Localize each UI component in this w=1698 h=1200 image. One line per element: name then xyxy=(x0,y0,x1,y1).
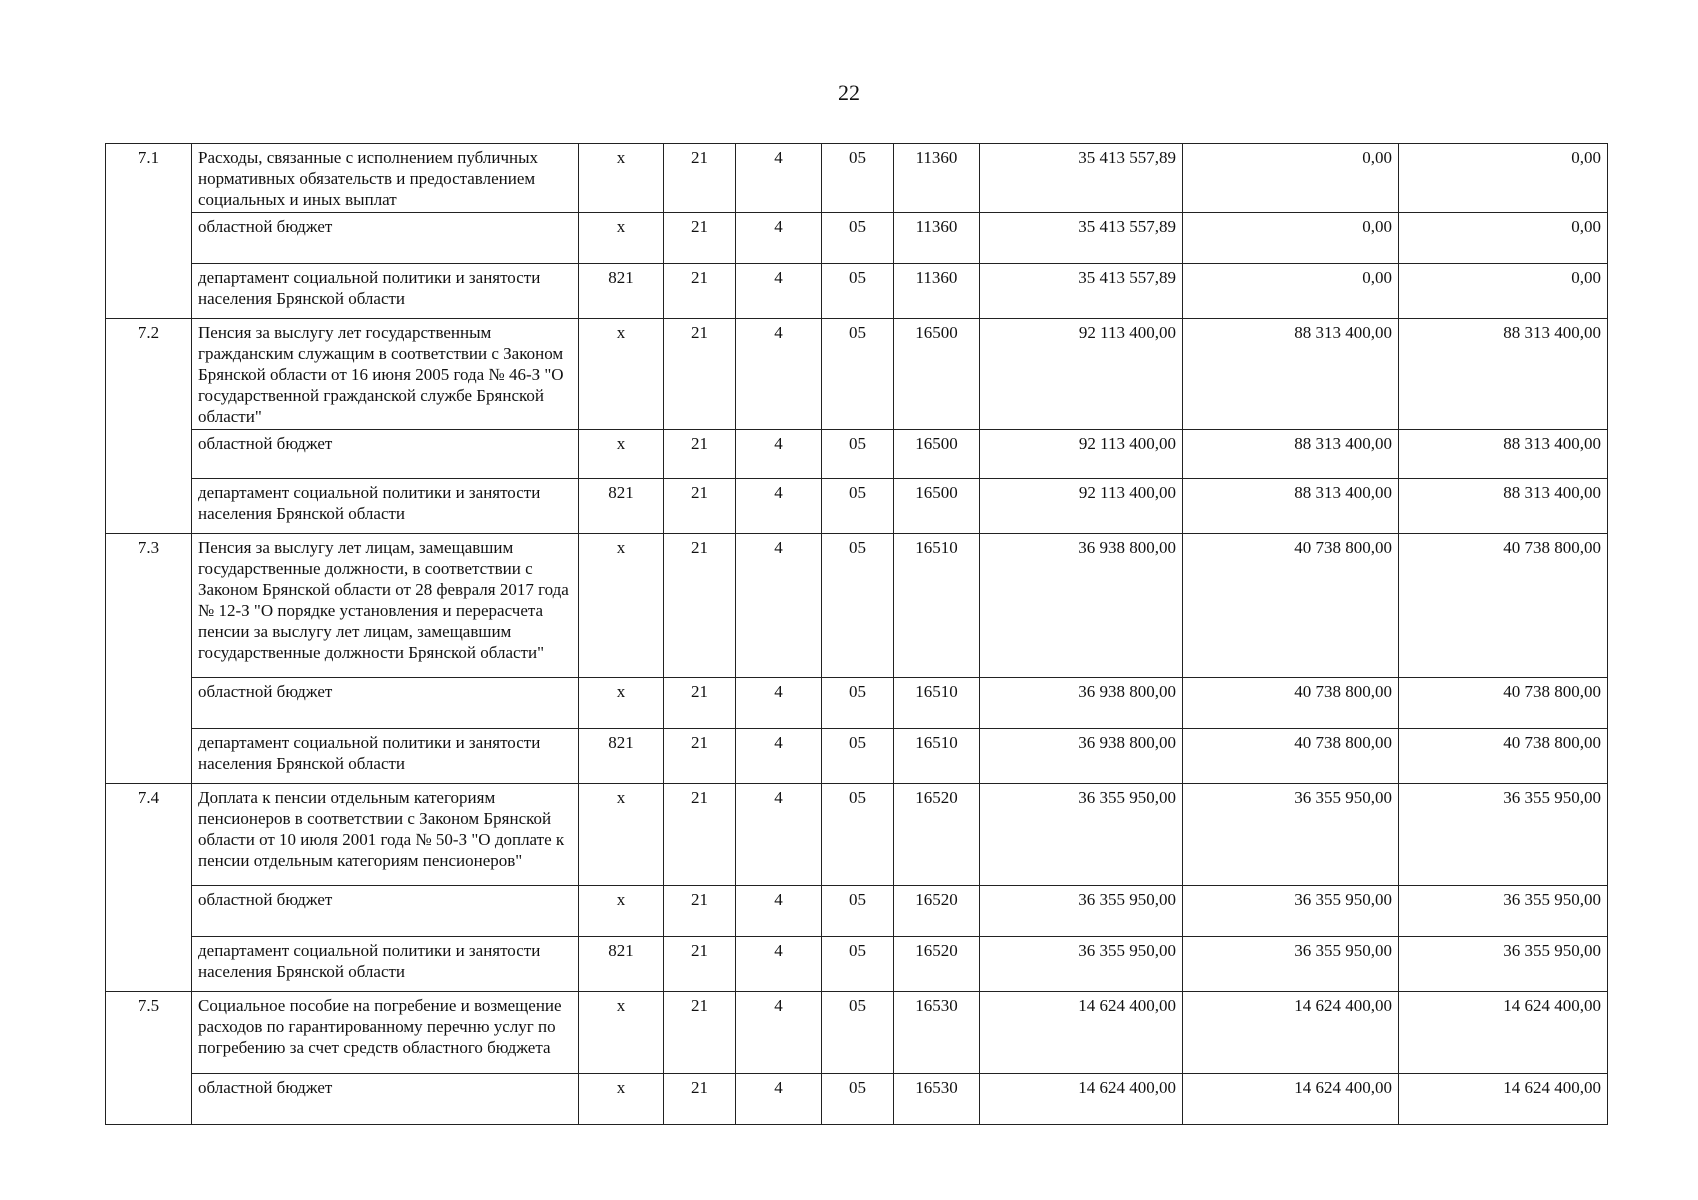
amount-year-1: 14 624 400,00 xyxy=(980,1074,1183,1125)
program-code: 21 xyxy=(664,264,736,319)
budget-table xyxy=(105,143,1608,1125)
admin-code: х xyxy=(579,784,664,886)
amount-year-2: 0,00 xyxy=(1183,213,1399,264)
amount-year-3: 0,00 xyxy=(1399,213,1608,264)
direction-code: 16520 xyxy=(894,937,980,992)
program-code: 21 xyxy=(664,213,736,264)
table-row xyxy=(106,430,1608,479)
subprogram-code: 05 xyxy=(822,992,894,1074)
admin-code: х xyxy=(579,1074,664,1125)
table-row xyxy=(106,479,1608,534)
row-name: Расходы, связанные с исполнением публичных нормативных обязательств и предоставлением социальных и иных выплат xyxy=(192,144,579,213)
table-row xyxy=(106,992,1608,1074)
admin-code: х xyxy=(579,430,664,479)
amount-year-3: 88 313 400,00 xyxy=(1399,479,1608,534)
program-code: 21 xyxy=(664,430,736,479)
page-number: 22 xyxy=(838,80,860,105)
type-code: 4 xyxy=(736,729,822,784)
amount-year-1: 35 413 557,89 xyxy=(980,213,1183,264)
amount-year-2: 14 624 400,00 xyxy=(1183,992,1399,1074)
item-number: 7.1 xyxy=(106,144,192,319)
program-code: 21 xyxy=(664,886,736,937)
subprogram-code: 05 xyxy=(822,479,894,534)
admin-code: х xyxy=(579,992,664,1074)
row-name: департамент социальной политики и занятости населения Брянской области xyxy=(192,264,579,319)
type-code: 4 xyxy=(736,264,822,319)
row-name: областной бюджет xyxy=(192,678,579,729)
subprogram-code: 05 xyxy=(822,1074,894,1125)
amount-year-2: 88 313 400,00 xyxy=(1183,430,1399,479)
admin-code: 821 xyxy=(579,729,664,784)
type-code: 4 xyxy=(736,430,822,479)
table-row xyxy=(106,886,1608,937)
type-code: 4 xyxy=(736,319,822,430)
admin-code: х xyxy=(579,319,664,430)
item-number: 7.3 xyxy=(106,534,192,784)
amount-year-3: 40 738 800,00 xyxy=(1399,534,1608,678)
program-code: 21 xyxy=(664,479,736,534)
row-name: Пенсия за выслугу лет государственным гражданским служащим в соответствии с Законом Брянской области от 16 июня 2005 года № 46-З "О государственной гражданской службе Брянской области" xyxy=(192,319,579,430)
amount-year-2: 36 355 950,00 xyxy=(1183,886,1399,937)
program-code: 21 xyxy=(664,1074,736,1125)
item-number: 7.5 xyxy=(106,992,192,1125)
program-code: 21 xyxy=(664,534,736,678)
amount-year-1: 36 355 950,00 xyxy=(980,886,1183,937)
direction-code: 16520 xyxy=(894,886,980,937)
program-code: 21 xyxy=(664,784,736,886)
table-row xyxy=(106,534,1608,678)
direction-code: 16510 xyxy=(894,729,980,784)
subprogram-code: 05 xyxy=(822,729,894,784)
amount-year-2: 0,00 xyxy=(1183,264,1399,319)
admin-code: х xyxy=(579,678,664,729)
type-code: 4 xyxy=(736,213,822,264)
admin-code: х xyxy=(579,534,664,678)
type-code: 4 xyxy=(736,937,822,992)
table-row xyxy=(106,144,1608,213)
table-row xyxy=(106,319,1608,430)
row-name: областной бюджет xyxy=(192,430,579,479)
amount-year-1: 35 413 557,89 xyxy=(980,144,1183,213)
row-name: Социальное пособие на погребение и возмещение расходов по гарантированному перечню услуг по погребению за счет средств областного бюджета xyxy=(192,992,579,1074)
amount-year-3: 0,00 xyxy=(1399,144,1608,213)
row-name: Доплата к пенсии отдельным категориям пенсионеров в соответствии с Законом Брянской области от 10 июля 2001 года № 50-З "О доплате к пенсии отдельным категориям пенсионеров" xyxy=(192,784,579,886)
amount-year-3: 40 738 800,00 xyxy=(1399,678,1608,729)
type-code: 4 xyxy=(736,1074,822,1125)
program-code: 21 xyxy=(664,992,736,1074)
type-code: 4 xyxy=(736,144,822,213)
table-body xyxy=(106,144,1608,1125)
amount-year-1: 36 355 950,00 xyxy=(980,784,1183,886)
table-row xyxy=(106,729,1608,784)
type-code: 4 xyxy=(736,886,822,937)
amount-year-2: 40 738 800,00 xyxy=(1183,729,1399,784)
amount-year-1: 14 624 400,00 xyxy=(980,992,1183,1074)
row-name: Пенсия за выслугу лет лицам, замещавшим государственные должности, в соответствии с Законом Брянской области от 28 февраля 2017 года № 12-З "О порядке установления и перерасчета пенсии за выслугу лет лицам, замещавшим государственные должности Брянской области" xyxy=(192,534,579,678)
item-number: 7.2 xyxy=(106,319,192,534)
amount-year-1: 36 355 950,00 xyxy=(980,937,1183,992)
row-name: областной бюджет xyxy=(192,213,579,264)
type-code: 4 xyxy=(736,479,822,534)
item-number: 7.4 xyxy=(106,784,192,992)
direction-code: 16500 xyxy=(894,319,980,430)
direction-code: 16520 xyxy=(894,784,980,886)
amount-year-3: 88 313 400,00 xyxy=(1399,430,1608,479)
subprogram-code: 05 xyxy=(822,678,894,729)
amount-year-2: 36 355 950,00 xyxy=(1183,937,1399,992)
amount-year-1: 92 113 400,00 xyxy=(980,430,1183,479)
program-code: 21 xyxy=(664,144,736,213)
amount-year-1: 92 113 400,00 xyxy=(980,319,1183,430)
amount-year-3: 36 355 950,00 xyxy=(1399,886,1608,937)
program-code: 21 xyxy=(664,678,736,729)
amount-year-1: 92 113 400,00 xyxy=(980,479,1183,534)
amount-year-3: 14 624 400,00 xyxy=(1399,1074,1608,1125)
row-name: департамент социальной политики и занятости населения Брянской области xyxy=(192,479,579,534)
amount-year-2: 40 738 800,00 xyxy=(1183,678,1399,729)
admin-code: 821 xyxy=(579,937,664,992)
amount-year-3: 36 355 950,00 xyxy=(1399,937,1608,992)
table-row xyxy=(106,264,1608,319)
amount-year-3: 14 624 400,00 xyxy=(1399,992,1608,1074)
amount-year-2: 36 355 950,00 xyxy=(1183,784,1399,886)
subprogram-code: 05 xyxy=(822,213,894,264)
amount-year-2: 0,00 xyxy=(1183,144,1399,213)
row-name: областной бюджет xyxy=(192,886,579,937)
subprogram-code: 05 xyxy=(822,319,894,430)
amount-year-1: 36 938 800,00 xyxy=(980,678,1183,729)
program-code: 21 xyxy=(664,729,736,784)
type-code: 4 xyxy=(736,992,822,1074)
direction-code: 16510 xyxy=(894,534,980,678)
table-row xyxy=(106,213,1608,264)
amount-year-1: 36 938 800,00 xyxy=(980,534,1183,678)
amount-year-1: 36 938 800,00 xyxy=(980,729,1183,784)
direction-code: 16530 xyxy=(894,1074,980,1125)
subprogram-code: 05 xyxy=(822,937,894,992)
type-code: 4 xyxy=(736,784,822,886)
direction-code: 16530 xyxy=(894,992,980,1074)
amount-year-2: 40 738 800,00 xyxy=(1183,534,1399,678)
subprogram-code: 05 xyxy=(822,430,894,479)
direction-code: 16510 xyxy=(894,678,980,729)
direction-code: 11360 xyxy=(894,213,980,264)
subprogram-code: 05 xyxy=(822,784,894,886)
subprogram-code: 05 xyxy=(822,534,894,678)
admin-code: х xyxy=(579,886,664,937)
row-name: департамент социальной политики и занятости населения Брянской области xyxy=(192,729,579,784)
table-row xyxy=(106,1074,1608,1125)
amount-year-3: 88 313 400,00 xyxy=(1399,319,1608,430)
direction-code: 11360 xyxy=(894,144,980,213)
direction-code: 16500 xyxy=(894,479,980,534)
row-name: областной бюджет xyxy=(192,1074,579,1125)
type-code: 4 xyxy=(736,534,822,678)
table-row xyxy=(106,937,1608,992)
type-code: 4 xyxy=(736,678,822,729)
table-row xyxy=(106,784,1608,886)
program-code: 21 xyxy=(664,319,736,430)
direction-code: 16500 xyxy=(894,430,980,479)
table-row xyxy=(106,678,1608,729)
amount-year-3: 0,00 xyxy=(1399,264,1608,319)
amount-year-3: 40 738 800,00 xyxy=(1399,729,1608,784)
admin-code: 821 xyxy=(579,264,664,319)
amount-year-2: 14 624 400,00 xyxy=(1183,1074,1399,1125)
amount-year-1: 35 413 557,89 xyxy=(980,264,1183,319)
direction-code: 11360 xyxy=(894,264,980,319)
amount-year-2: 88 313 400,00 xyxy=(1183,479,1399,534)
admin-code: х xyxy=(579,213,664,264)
row-name: департамент социальной политики и занятости населения Брянской области xyxy=(192,937,579,992)
admin-code: 821 xyxy=(579,479,664,534)
subprogram-code: 05 xyxy=(822,886,894,937)
amount-year-2: 88 313 400,00 xyxy=(1183,319,1399,430)
amount-year-3: 36 355 950,00 xyxy=(1399,784,1608,886)
subprogram-code: 05 xyxy=(822,144,894,213)
subprogram-code: 05 xyxy=(822,264,894,319)
admin-code: х xyxy=(579,144,664,213)
program-code: 21 xyxy=(664,937,736,992)
